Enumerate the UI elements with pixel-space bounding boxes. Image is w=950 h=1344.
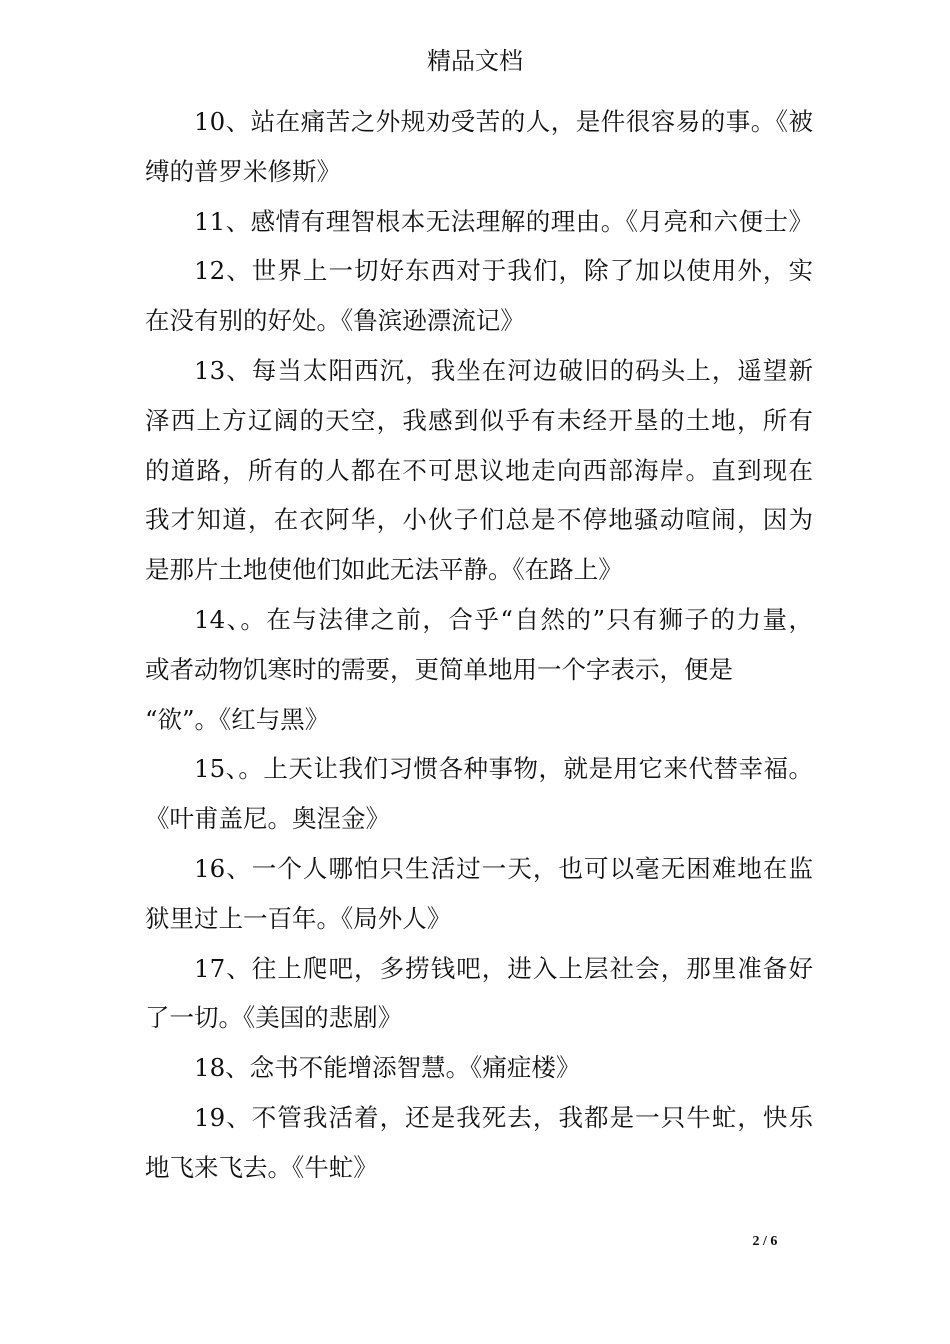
text-line: 泽西上方辽阔的天空，我感到似乎有未经开垦的土地，所有 [145,405,813,435]
text-line: 在没有别的好处。《鲁滨逊漂流记》 [145,306,525,336]
text-line: 11、感情有理智根本无法理解的理由。《月亮和六便士》 [194,206,813,236]
text-line: 我才知道，在衣阿华，小伙子们总是不停地骚动喧闹，因为 [145,505,813,535]
text-line: 18、念书不能增添智慧。《痛症楼》 [194,1053,581,1083]
text-line: 了一切。《美国的悲剧》 [145,1003,403,1033]
text-line: 19、不管我活着，还是我死去，我都是一只牛虻，快乐 [194,1102,813,1132]
page-number: 2 / 6 [752,1234,778,1249]
quote-paragraph [145,744,813,844]
quote-paragraph [145,1093,813,1193]
quote-paragraph [145,944,813,1044]
text-line: 17、往上爬吧，多捞钱吧，进入上层社会，那里准备好 [194,953,813,983]
text-line: 地飞来飞去。《牛虻》 [145,1152,378,1182]
quote-paragraph [145,197,813,247]
quote-paragraph [145,246,813,346]
text-line: 《叶甫盖尼。奥涅金》 [145,804,390,834]
text-line: 15、。上天让我们习惯各种事物，就是用它来代替幸福。 [194,754,813,784]
quote-paragraph [145,346,813,595]
document-body [145,97,813,1193]
quote-paragraph [145,595,813,744]
text-line: 是那片土地使他们如此无法平静。《在路上》 [145,555,623,585]
quote-paragraph [145,97,813,197]
text-line: “欲”。《红与黑》 [145,704,330,734]
text-line: 缚的普罗米修斯》 [145,156,341,186]
text-line: 13、每当太阳西沉，我坐在河边破旧的码头上，遥望新 [194,355,813,385]
page-header: 精品文档 [427,47,523,75]
text-line: 10、站在痛苦之外规劝受苦的人，是件很容易的事。《被 [194,107,813,136]
text-line: 16、一个人哪怕只生活过一天，也可以毫无困难地在监 [194,853,813,883]
text-line: 12、世界上一切好东西对于我们，除了加以使用外，实 [194,256,813,286]
quote-paragraph [145,844,813,944]
text-line: 的道路，所有的人都在不可思议地走向西部海岸。直到现在 [145,455,813,485]
text-line: 14、。在与法律之前，合乎“自然的”只有狮子的力量， [194,604,813,634]
text-line: 或者动物饥寒时的需要，更简单地用一个字表示，便是 [145,654,733,684]
quote-paragraph [145,1043,813,1093]
text-line: 狱里过上一百年。《局外人》 [145,903,452,933]
